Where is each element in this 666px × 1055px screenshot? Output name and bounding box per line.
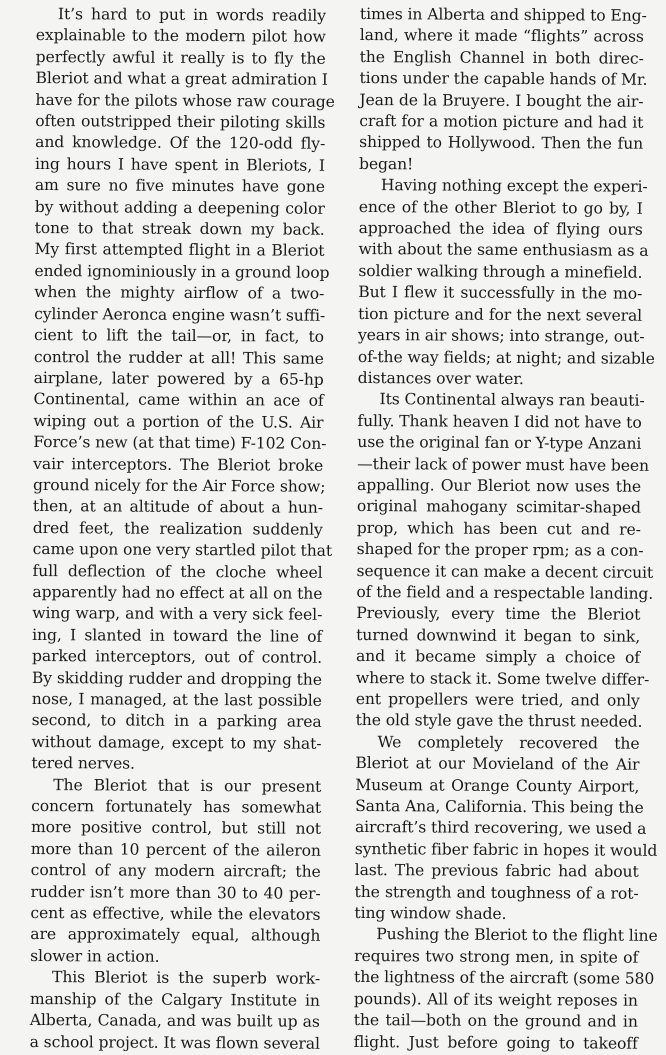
- text-line: dred feet, the realization suddenly: [32, 518, 323, 539]
- text-line: tions under the capable hands of Mr.: [359, 69, 648, 89]
- paragraph: [354, 732, 658, 926]
- text-line: the strength and toughness of a rot-: [354, 882, 639, 903]
- text-line: am sure no five minutes have gone: [34, 176, 325, 197]
- text-line: when the mighty airflow of a two-: [34, 283, 325, 304]
- text-line: turned downwind it began to sink,: [356, 625, 641, 646]
- text-line: tone to that streak down my back.: [34, 219, 325, 239]
- text-line: by without adding a deepening color: [34, 197, 325, 218]
- paragraph: [357, 175, 655, 391]
- text-line: We completely recovered the: [377, 732, 640, 753]
- text-line: full deflection of the cloche wheel: [32, 561, 323, 582]
- text-line: ground nicely for the Air Force show;: [33, 475, 326, 496]
- text-line: wing warp, and with a very sick feel-: [32, 604, 323, 625]
- paragraph: [31, 4, 335, 776]
- text-line: the tail—both on the ground and in: [353, 1011, 638, 1031]
- paragraph: [358, 4, 648, 177]
- text-column-left: [29, 4, 335, 1055]
- text-line: without damage, except to my shat-: [31, 732, 322, 753]
- text-line: explainable to the modern pilot how: [35, 26, 326, 47]
- text-line: The Bleriot that is our present: [53, 775, 322, 796]
- text-line: —their lack of power must have been: [357, 454, 650, 475]
- text-line: requires two strong men, in spite of: [354, 946, 639, 967]
- text-line: ing hours I have spent in Bleriots, I: [34, 154, 326, 175]
- text-line: Alberta, Canada, and was built up as: [29, 1011, 320, 1031]
- text-line: ence of the other Bleriot to go by, I: [358, 197, 643, 218]
- text-line: Bleriot at our Movieland of the Air: [355, 754, 640, 774]
- text-line: apparently had no effect at all on the: [32, 582, 323, 603]
- text-line: My first attempted flight in a Bleriot: [34, 240, 325, 261]
- text-line: more than 10 percent of the aileron: [30, 839, 321, 860]
- text-line: second, to ditch in a parking area: [31, 711, 322, 732]
- text-line: airplane, later powered by a 65-hp: [33, 368, 324, 389]
- text-column-right: [353, 4, 658, 1055]
- text-line: Pushing the Bleriot to the flight line: [376, 925, 658, 946]
- text-line: with about the same enthusiasm as a: [358, 240, 649, 261]
- text-line: times in Alberta and shipped to Eng-: [359, 4, 647, 25]
- text-line: came upon one very startled pilot that: [32, 540, 333, 560]
- text-line: Museum at Orange County Airport,: [355, 775, 640, 796]
- text-line: appalling. Our Bleriot now uses the: [357, 475, 642, 496]
- text-line: pounds). All of its weight reposes in: [353, 989, 638, 1010]
- text-line: last. The previous fabric had about: [354, 861, 639, 881]
- text-line: control of any modern aircraft; the: [30, 861, 321, 882]
- text-line: Having nothing except the experi-: [380, 176, 648, 197]
- text-line: parked interceptors, out of control.: [31, 647, 323, 667]
- text-line: years in air shows; into strange, out-: [357, 326, 645, 346]
- text-line: and knowledge. Of the 120-odd fly-: [35, 133, 326, 154]
- text-line: original mahogany scimitar-shaped: [356, 497, 641, 518]
- text-line: manship of the Calgary Institute in: [29, 989, 320, 1010]
- paragraph: [30, 967, 321, 1054]
- text-line: a school project. It was flown several: [29, 1032, 320, 1053]
- text-line: where to stack it. Some twelve differ-: [355, 668, 650, 689]
- text-line: are approximately equal, although: [30, 925, 321, 946]
- text-line: of the field and a respectable landing.: [356, 582, 654, 603]
- text-line: wiping out a portion of the U.S. Air: [33, 411, 324, 432]
- text-line: craft for a motion picture and had it: [359, 112, 644, 132]
- text-line: and it became simply a choice of: [355, 647, 641, 667]
- text-line: of-the way fields; at night; and sizable: [357, 347, 655, 368]
- text-line: vair interceptors. The Bleriot broke: [33, 454, 324, 475]
- text-line: But I flew it successfully in the mo-: [358, 283, 643, 304]
- text-line: tion picture and for the next several: [358, 304, 643, 325]
- text-line: ended ignominiously in a ground loop: [34, 261, 330, 282]
- text-line: fully. Thank heaven I did not have to: [357, 411, 642, 432]
- text-line: rudder isn’t more than 30 to 40 per-: [30, 882, 321, 903]
- text-line: slower in action.: [30, 946, 160, 966]
- text-line: the English Channel in both direc-: [359, 47, 644, 68]
- text-line: Its Continental always ran beauti-: [379, 390, 645, 411]
- text-line: sequence it can make a decent circuit: [356, 561, 654, 582]
- text-line: have for the pilots whose raw courage: [35, 90, 335, 111]
- text-line: the old style gave the thrust needed.: [355, 711, 643, 732]
- text-line: ent propellers were tried, and only: [355, 689, 640, 710]
- text-line: ing, I slanted in toward the line of: [32, 625, 323, 646]
- text-line: cient to lift the tail—or, in fact, to: [33, 326, 325, 346]
- text-line: By skidding rudder and dropping the: [31, 668, 322, 689]
- text-line: It’s hard to put in words readily: [57, 5, 326, 25]
- text-line: land, where it made “flights” across: [359, 26, 644, 47]
- text-line: Jean de la Bruyere. I bought the air-: [359, 90, 644, 111]
- text-line: use the original fan or Y-type Anzani: [357, 433, 642, 453]
- text-line: then, at an altitude of about a hun-: [32, 497, 323, 518]
- text-line: cylinder Aeronca engine wasn’t suffi-: [34, 304, 326, 325]
- text-line: control the rudder at all! This same: [33, 347, 324, 368]
- text-line: tered nerves.: [31, 754, 135, 773]
- text-line: Bleriot and what a great admiration I: [35, 69, 328, 90]
- paragraph: [353, 924, 658, 1054]
- text-line: aircraft’s third recovering, we used a: [354, 818, 647, 839]
- text-line: prop, which has been cut and re-: [356, 518, 641, 539]
- text-line: the lightness of the aircraft (some 580: [353, 968, 655, 989]
- text-line: Previously, every time the Bleriot: [356, 604, 641, 625]
- text-line: distances over water.: [357, 368, 524, 388]
- text-line: more positive control, but still not: [30, 818, 322, 839]
- text-line: approached the idea of flying ours: [358, 219, 643, 239]
- text-line: began!: [358, 154, 414, 174]
- text-line: ting window shade.: [354, 904, 507, 923]
- text-line: flight. Just before going to takeoff: [353, 1032, 638, 1053]
- text-line: often outstripped their piloting skills: [35, 112, 326, 132]
- text-line: This Bleriot is the superb work-: [51, 968, 321, 989]
- text-line: Continental, came within an ace of: [33, 390, 324, 411]
- text-line: cent as effective, while the elevators: [30, 904, 321, 924]
- text-line: shaped for the proper rpm; as a con-: [356, 540, 644, 560]
- text-line: nose, I managed, at the last possible: [31, 689, 322, 710]
- text-line: concern fortunately has somewhat: [31, 797, 322, 817]
- paragraph: [30, 775, 321, 969]
- text-line: shipped to Hollywood. Then the fun: [359, 133, 644, 154]
- paragraph: [355, 389, 654, 733]
- text-line: soldier walking through a minefield.: [358, 261, 643, 282]
- text-line: Santa Ana, California. This being the: [355, 797, 644, 817]
- text-line: Force’s new (at that time) F-102 Con-: [33, 433, 327, 453]
- text-line: synthetic fiber fabric in hopes it would: [354, 839, 658, 860]
- text-line: perfectly awful it really is to fly the: [35, 47, 326, 68]
